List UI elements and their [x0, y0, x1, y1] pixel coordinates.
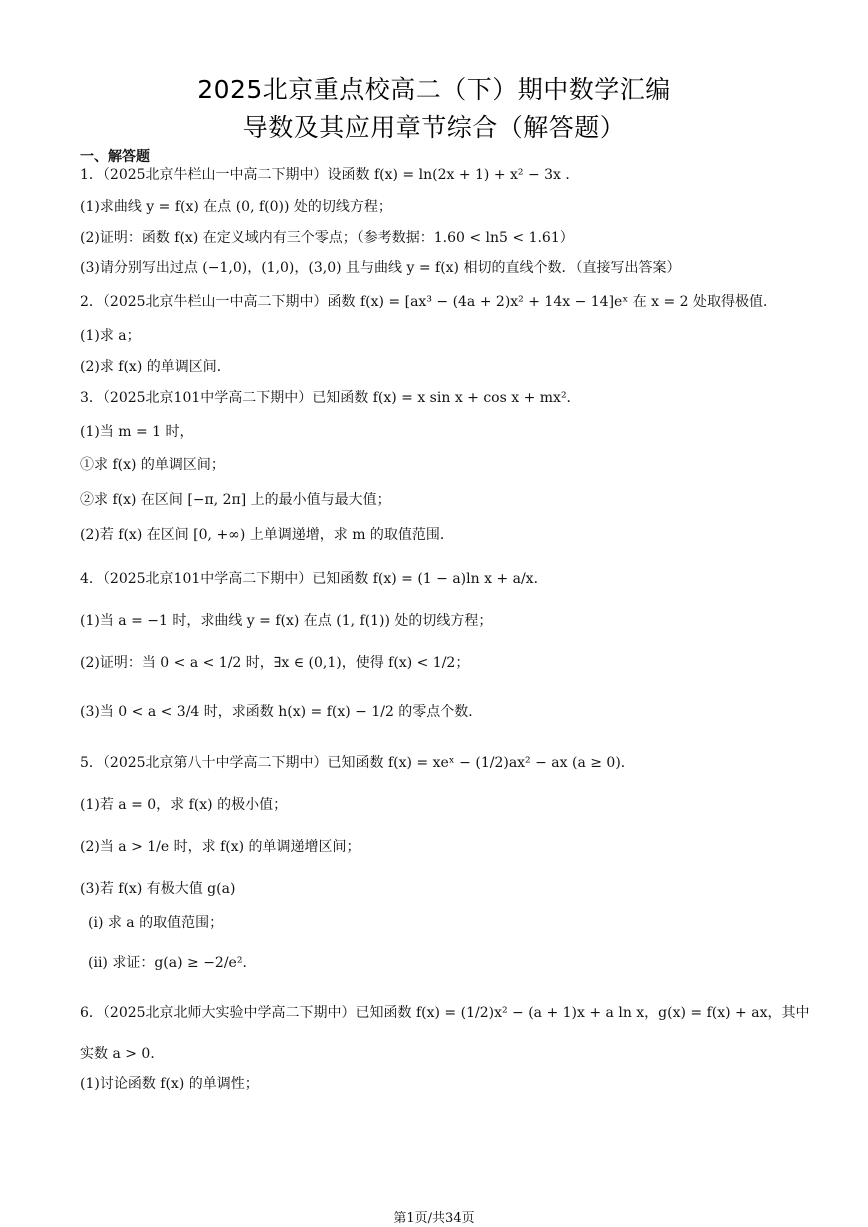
problem-3-part-1: (1)当 m = 1 时，: [80, 424, 194, 440]
problem-5-stem: 5．（2025北京第八十中学高二下期中）已知函数 f(x) = xeˣ − (1/2)ax² − ax (a ≥ 0)．: [80, 755, 635, 771]
document-title: 2025北京重点校高二（下）期中数学汇编: [197, 75, 671, 104]
problem-1-part-1: (1)求曲线 y = f(x) 在点 (0, f(0)) 处的切线方程；: [80, 199, 392, 215]
document-subtitle: 导数及其应用章节综合（解答题）: [242, 113, 626, 142]
page-footer: 第1页/共34页: [393, 1211, 475, 1226]
problem-5-part-1: (1)若 a = 0，求 f(x) 的极小值；: [80, 797, 288, 813]
problem-5-part-2: (2)当 a > 1/e 时，求 f(x) 的单调递增区间；: [80, 839, 361, 855]
section-heading: 一、解答题: [80, 149, 150, 165]
problem-3-part-1-ii: ②求 f(x) 在区间 [−π, 2π] 上的最小值与最大值；: [80, 492, 391, 508]
problem-4-part-1: (1)当 a = −1 时，求曲线 y = f(x) 在点 (1, f(1)) 处的切线方程；: [80, 613, 493, 629]
problem-4-stem: 4．（2025北京101中学高二下期中）已知函数 f(x) = (1 − a)ln x + a/x．: [80, 571, 548, 587]
problem-5-part-3-i: (i) 求 a 的取值范围；: [88, 915, 224, 931]
problem-3-part-1-i: ①求 f(x) 的单调区间；: [80, 457, 225, 473]
problem-5-part-3-ii: (ii) 求证：g(a) ≥ −2/e²．: [88, 955, 257, 971]
problem-4-part-2: (2)证明：当 0 < a < 1/2 时，∃x ∈ (0,1)，使得 f(x) < 1/2；: [80, 655, 470, 671]
problem-3-stem: 3．（2025北京101中学高二下期中）已知函数 f(x) = x sin x + cos x + mx²．: [80, 390, 581, 406]
problem-1-stem: 1．（2025北京牛栏山一中高二下期中）设函数 f(x) = ln(2x + 1) + x² − 3x ．: [80, 167, 580, 183]
problem-4-part-3: (3)当 0 < a < 3/4 时，求函数 h(x) = f(x) − 1/2 的零点个数．: [80, 704, 483, 720]
problem-6-stem-cont: 实数 a > 0．: [80, 1046, 165, 1062]
problem-2-part-1: (1)求 a；: [80, 328, 141, 344]
problem-3-part-2: (2)若 f(x) 在区间 [0, +∞) 上单调递增，求 m 的取值范围．: [80, 527, 454, 543]
problem-6-part-1: (1)讨论函数 f(x) 的单调性；: [80, 1076, 259, 1092]
problem-1-part-3: (3)请分别写出过点 (−1,0)，(1,0)，(3,0) 且与曲线 y = f(x) 相切的直线个数．（直接写出答案）: [80, 260, 681, 276]
problem-1-part-2: (2)证明：函数 f(x) 在定义域内有三个零点；（参考数据：1.60 < ln5 < 1.61）: [80, 230, 574, 246]
problem-2-part-2: (2)求 f(x) 的单调区间．: [80, 359, 231, 375]
problem-6-stem: 6．（2025北京北师大实验中学高二下期中）已知函数 f(x) = (1/2)x² − (a + 1)x + a ln x，g(x) = f(x) + ax，其中: [80, 1005, 810, 1021]
problem-5-part-3: (3)若 f(x) 有极大值 g(a): [80, 881, 236, 897]
problem-2-stem: 2．（2025北京牛栏山一中高二下期中）函数 f(x) = [ax³ − (4a + 2)x² + 14x − 14]eˣ 在 x = 2 处取得极值．: [80, 294, 778, 310]
